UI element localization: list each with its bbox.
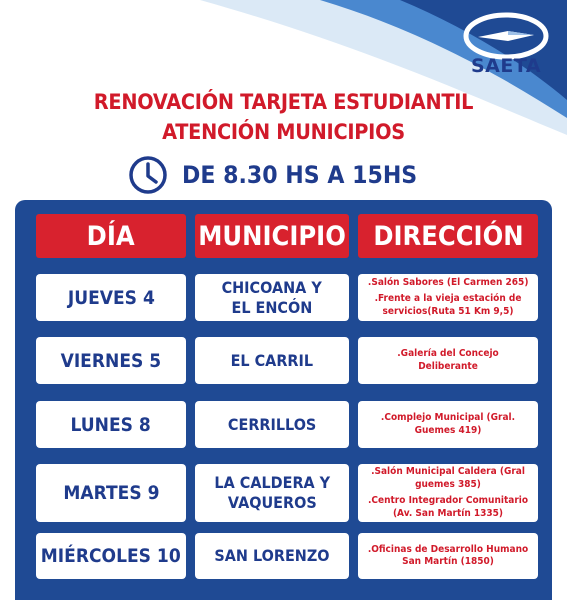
- row-3-direccion: [358, 401, 538, 448]
- municipio-line: EL CARRIL: [230, 350, 314, 370]
- schedule-board: [15, 200, 552, 600]
- row-1-dia: [36, 274, 186, 321]
- direccion-entry: .Galería del Concejo Deliberante: [397, 348, 499, 372]
- direccion-entry: .Centro Integrador Comunitario (Av. San Martín 1335): [367, 495, 529, 519]
- dia-text: VIERNES 5: [60, 349, 162, 372]
- row-3-municipio: [195, 401, 349, 448]
- direccion-entry: .Oficinas de Desarrollo Humano San Martín (1850): [367, 543, 529, 567]
- hours-text: DE 8.30 HS A 15HS: [182, 161, 418, 189]
- header-dia: [36, 214, 186, 258]
- header-municipio-label: MUNICIPIO: [198, 220, 346, 252]
- row-5-dia: [36, 533, 186, 579]
- row-2-municipio: [195, 337, 349, 384]
- municipio-line: LA CALDERA Y: [214, 473, 330, 492]
- municipio-line: CHICOANA Y: [221, 277, 323, 297]
- municipio-line: SAN LORENZO: [214, 546, 330, 565]
- brand-name: SAETA: [470, 55, 542, 77]
- municipio-line: EL ENCÓN: [231, 297, 313, 317]
- row-4-municipio: [195, 464, 349, 522]
- direccion-entry: .Frente a la vieja estación de servicios(Ruta 51 Km 9,5): [374, 293, 522, 317]
- row-3-dia: [36, 401, 186, 448]
- direccion-entry: .Complejo Municipal (Gral. Guemes 419): [380, 412, 516, 436]
- row-1-municipio: [195, 274, 349, 321]
- dia-text: JUEVES 4: [67, 286, 155, 309]
- row-4-direccion: [358, 464, 538, 522]
- row-1-direccion: [358, 274, 538, 321]
- municipio-line: CERRILLOS: [227, 414, 317, 434]
- direccion-entry: .Salón Sabores (El Carmen 265): [367, 276, 529, 288]
- header-direccion-label: DIRECCIÓN: [372, 220, 524, 252]
- header-municipio: [195, 214, 349, 258]
- clock-icon: [128, 155, 168, 195]
- dia-text: LUNES 8: [70, 413, 152, 436]
- header-dia-label: DÍA: [86, 220, 136, 252]
- row-4-dia: [36, 464, 186, 522]
- header-direccion: [358, 214, 538, 258]
- row-5-municipio: [195, 533, 349, 579]
- row-2-direccion: [358, 337, 538, 384]
- row-5-direccion: [358, 533, 538, 579]
- row-2-dia: [36, 337, 186, 384]
- direccion-entry: .Salón Municipal Caldera (Gral guemes 385): [371, 466, 525, 490]
- municipio-line: VAQUEROS: [227, 493, 317, 512]
- title-line-1: RENOVACIÓN TARJETA ESTUDIANTIL: [93, 90, 474, 114]
- dia-text: MARTES 9: [62, 482, 160, 504]
- hours-row: [128, 155, 438, 195]
- dia-text: MIÉRCOLES 10: [41, 545, 181, 567]
- title-line-2: ATENCIÓN MUNICIPIOS: [162, 120, 405, 144]
